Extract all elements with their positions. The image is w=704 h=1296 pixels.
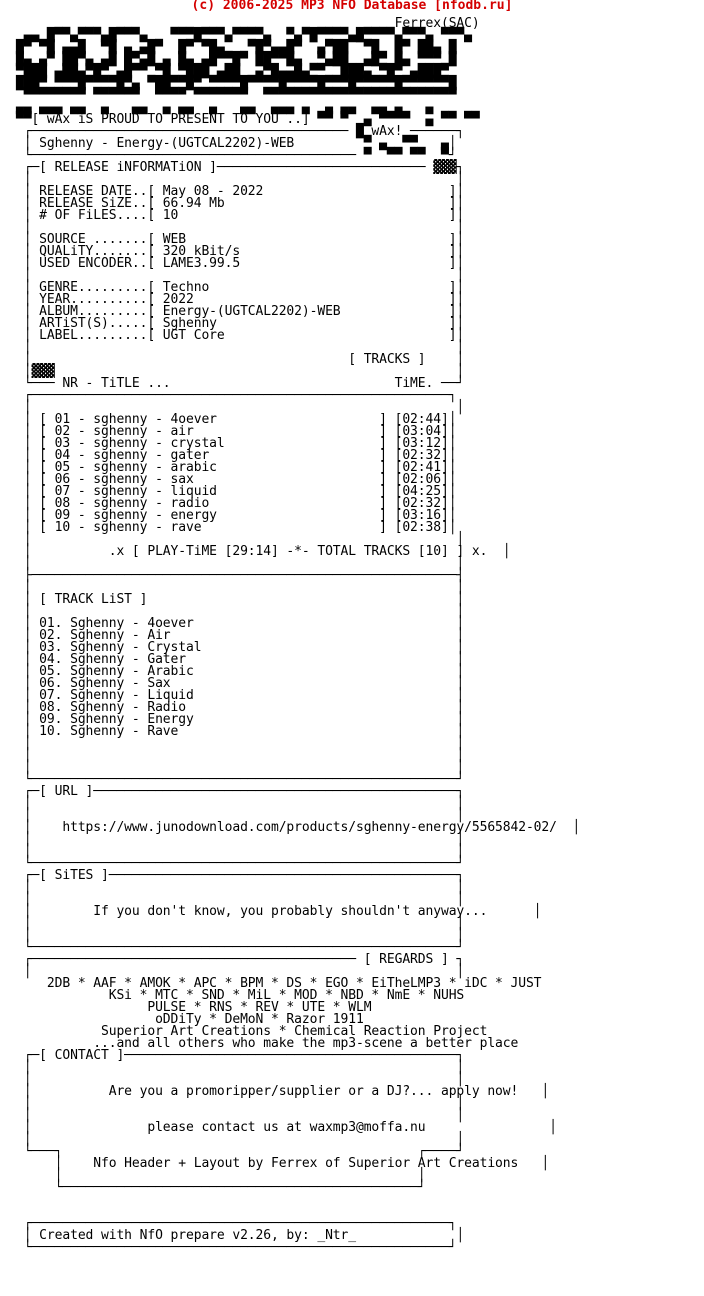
nfo-line: └──────────────────────────────────────────────────────┘ <box>16 1240 457 1255</box>
nfo-line: │ ARTiST(S).....[ Sghenny ]│ <box>16 316 465 331</box>
nfo-line: │ [ 01 - sghenny - 4oever ] [02:44]│ <box>16 412 457 427</box>
nfo-line: │ [ 08 - sghenny - radio ] [02:32]│ <box>16 496 457 511</box>
nfo-line: │ │ <box>16 580 465 595</box>
nfo-line: ███▀ ▀▀▀█▀▀▀▀█▀▄ ▀██▀▀█▀ ▀▀▀▀█▀▀▀▀█▀▀▀▀█▀▀▀█▀▀▀▀▀█▀▀▀▀▀▀█ <box>16 76 457 91</box>
nfo-line: │ │ <box>16 340 465 355</box>
nfo-line: 2DB * AAF * AMOK * APC * BPM * DS * EGO * EiTheLMP3 * iDC * JUST <box>16 976 542 991</box>
nfo-line: Ferrex(SAC) <box>16 16 480 31</box>
nfo-line: │ │ <box>16 916 465 931</box>
nfo-line: ...and all others who make the mp3-scene a better place <box>16 1036 519 1051</box>
nfo-line: │ https://www.junodownload.com/products/sghenny-energy/5565842-02/ │ <box>16 820 581 835</box>
nfo-line: KSi * MTC * SND * MiL * MOD * NBD * NmE * NUHS <box>16 988 465 1003</box>
nfo-line: │ │ <box>16 268 465 283</box>
nfo-line: │ YEAR..........[ 2022 ]│ <box>16 292 465 307</box>
nfo-line: │ Sghenny - Energy-(UGTCAL2202)-WEB ▀ ▄ ▀▀ ▄│ <box>16 136 457 151</box>
nfo-line: │ RELEASE SiZE..[ 66.94 Mb ]│ <box>16 196 465 211</box>
nfo-line: └─── NR - TiTLE ... TiME. ──┘ <box>16 376 465 391</box>
nfo-line: │ ALBUM.........[ Energy-(UGTCAL2202)-WEB ]│ <box>16 304 465 319</box>
nfo-line: ┌──────────────────────────────────────────────────────┐ <box>16 388 457 403</box>
nfo-line: │ │ <box>16 880 465 895</box>
nfo-line: █▄ ▄▀ ██▀▄ ▄█ █▀▄█ ▄ █▄ ▄█▀▀█▀ ██▀▀█▄ ▀▄██ ▄█▀ █▄ ▀▀▀ █ <box>16 52 457 67</box>
nfo-line: │ [ TRACK LiST ] │ <box>16 592 465 607</box>
nfo-line: │ │ <box>16 400 465 415</box>
nfo-line: ┌─[ CONTACT ]───────────────────────────────────────────┐ <box>16 1048 465 1063</box>
nfo-line: └────────────────────────────────────────── ▀ ▀▀ ▀▀ ▀┘ <box>16 148 457 163</box>
nfo-line: │ 08. Sghenny - Radio │ <box>16 700 465 715</box>
nfo-line: │ [ 04 - sghenny - gater ] [02:32]│ <box>16 448 457 463</box>
nfo-line: │ [ 02 - sghenny - air ] [03:04]│ <box>16 424 457 439</box>
nfo-line: │ │ <box>16 748 465 763</box>
nfo-line: ┌──────────────────────────────────────────────────────┐ <box>16 1216 457 1231</box>
nfo-line: │ │ <box>16 808 465 823</box>
nfo-line: ▄▄ █▀▀▄▀▀▀▄█▀▀▀▄ ▀▀▀█▀▀▀▄▀▀▀▀▄ ▀▄▀█▀▀▀▀▄█▀▀▀▀▄▀▀▀▄ ▀▀▀▄ <box>16 28 472 43</box>
nfo-line: │ │ <box>16 1060 465 1075</box>
nfo-line: │ │ <box>16 892 465 907</box>
nfo-line: │ .x [ PLAY-TiME [29:14] -*- TOTAL TRACKS [10] ] x. │ <box>16 544 511 559</box>
nfo-line: └───────────────────────────────────────────────────────┘ <box>16 772 465 787</box>
nfo-line: │ If you don't know, you probably shouldn't anyway... │ <box>16 904 542 919</box>
nfo-line: ├───────────────────────────────────────────────────────┤ <box>16 568 465 583</box>
nfo-line: │ [ TRACKS ] │ <box>16 352 465 367</box>
nfo-line: │ │ <box>16 844 465 859</box>
nfo-line: │ │ <box>16 1132 465 1147</box>
nfo-line: │ │ <box>16 1096 465 1111</box>
nfo-line: │ │ <box>16 928 465 943</box>
nfo-line: │ │ <box>16 532 465 547</box>
nfo-line: │ │ <box>16 736 465 751</box>
nfo-text-block <box>16 18 580 1254</box>
nfo-line: │ GENRE.........[ Techno ]│ <box>16 280 465 295</box>
nfo-line: │ │ <box>16 832 465 847</box>
nfo-line: │ │ <box>16 220 465 235</box>
nfo-line: ▀███ ▄██▄▀█▀ ▄█▀▀ ▀█ ▀███ ▄██ ▄▀█▄▄█▄▀▀ ███▄ ▀█▀ ▄███▀ <box>16 64 449 79</box>
nfo-line: │ [ 07 - sghenny - liquid ] [04:25]│ <box>16 484 457 499</box>
nfo-line: └───────────────────────────────────────────────────────┘ <box>16 856 465 871</box>
nfo-line: │ [ 10 - sghenny - rave ] [02:38]│ <box>16 520 457 535</box>
nfo-line: ▀▀▀▀▀▀▀▀ ▀▀▀▀▀▀ ▀▀▀▀ ▀▀▀▀▀▀▀ ▀▀▀▀▀▀▀▀▀▀▀▀▀▀▀▀▀▀▀▀▀▀▀▀▀ <box>16 88 457 103</box>
nfo-line: │ please contact us at waxmp3@moffa.nu │ <box>16 1120 557 1135</box>
nfo-line: │ 01. Sghenny - 4oever │ <box>16 616 465 631</box>
nfo-line: │ 03. Sghenny - Crystal │ <box>16 640 465 655</box>
nfo-line: │ │ <box>16 1072 465 1087</box>
nfo-line: │ │ <box>16 760 465 775</box>
nfo-line: ┌────────────────────────────────────────── [ REGARDS ] ┐ <box>16 952 465 967</box>
nfo-line: └───────────────────────────────────────────────────────┘ <box>16 940 465 955</box>
nfo-line: │ # OF FiLES....[ 10 ]│ <box>16 208 465 223</box>
nfo-line: │ Created with NfO prepare v2.26, by: _Ntr_ │ <box>16 1228 465 1243</box>
nfo-line: │ [ 09 - sghenny - energy ] [03:16]│ <box>16 508 457 523</box>
nfo-line: │ 05. Sghenny - Arabic │ <box>16 664 465 679</box>
nfo-line: │ │ <box>16 1108 465 1123</box>
nfo-line: │ [ 06 - sghenny - sax ] [02:06]│ <box>16 472 457 487</box>
nfo-line: ▄▄ ▄▄▄ ▄▄ ▄ ▄▄ ▄ ▄▄ ▄ ▄▄ ▄▄▄ ▄ ▄ ▄▄ ▄▄ ▄ ▄ <box>16 100 434 115</box>
nfo-line: ┌───────────────────────────────────────── █ wAx! ──────┐ <box>16 124 465 139</box>
nfo-line: │ [ 05 - sghenny - arabic ] [02:41]│ <box>16 460 457 475</box>
nfo-line: └──────────────────────────────────────────────┘ <box>16 1180 426 1195</box>
nfo-line: │ 04. Sghenny - Gater │ <box>16 652 465 667</box>
nfo-line: oDDiTy * DeMoN * Razor 1911 <box>16 1012 364 1027</box>
nfo-line: │ │ <box>16 172 465 187</box>
nfo-line: ▀▀[ wAx iS PROUD TO PRESENT TO YOU ..] ▀▀ ▀ ▄ ▀▀▀▀ ▄ ▀▀ ▀▀ <box>16 112 480 127</box>
nfo-line: ┌─[ URL ]───────────────────────────────────────────────┐ <box>16 784 465 799</box>
nfo-line: PULSE * RNS * REV * UTE * WLM <box>16 1000 372 1015</box>
nfo-line: │ RELEASE DATE..[ May 08 - 2022 ]│ <box>16 184 465 199</box>
nfo-line: │ │ <box>16 964 465 979</box>
nfo-line: │ USED ENCODER..[ LAME3.99.5 ]│ <box>16 256 465 271</box>
nfo-line: █▀ ▀█ ▄▄█ ▀█ ▄ ▄█▀ █▀ ▀█▄ ▀█▀▄▄█▀ ▄▀██ ▀█ █▀ ██▄ █ <box>16 40 457 55</box>
nfo-line: │ SOURCE .......[ WEB ]│ <box>16 232 465 247</box>
nfo-line: │▓▓▓ │ <box>16 364 465 379</box>
nfo-line: │ │ <box>16 556 465 571</box>
nfodb-copyright-header: (c) 2006-2025 MP3 NFO Database [nfodb.ru] <box>191 0 513 13</box>
nfo-line: │ │ <box>16 796 465 811</box>
nfo-line: │ 06. Sghenny - Sax │ <box>16 676 465 691</box>
nfo-line: │ │ <box>16 604 465 619</box>
nfo-line: │ 09. Sghenny - Energy │ <box>16 712 465 727</box>
nfo-line: │ 10. Sghenny - Rave │ <box>16 724 465 739</box>
nfo-line: ┌─[ SiTES ]─────────────────────────────────────────────┐ <box>16 868 465 883</box>
nfo-line: │ 07. Sghenny - Liquid │ <box>16 688 465 703</box>
nfo-line: │ [ 03 - sghenny - crystal ] [03:12]│ <box>16 436 457 451</box>
nfo-line: │ QUALiTY.......[ 320 kBit/s ]│ <box>16 244 465 259</box>
nfo-line: │ 02. Sghenny - Air │ <box>16 628 465 643</box>
nfo-line: │ Nfo Header + Layout by Ferrex of Superior Art Creations │ <box>16 1156 550 1171</box>
nfo-line: │ LABEL.........[ UGT Core ]│ <box>16 328 465 343</box>
nfo-line: │ Are you a promoripper/supplier or a DJ?... apply now! │ <box>16 1084 550 1099</box>
nfo-line: ┌─[ RELEASE iNFORMATiON ]─────────────────────────── ▓▓▓┐ <box>16 160 465 175</box>
nfo-line: └───┐ ┌────┘ <box>16 1144 465 1159</box>
nfo-line: │ │ <box>16 1168 426 1183</box>
nfo-line: Superior Art Creations * Chemical Reaction Project <box>16 1024 488 1039</box>
